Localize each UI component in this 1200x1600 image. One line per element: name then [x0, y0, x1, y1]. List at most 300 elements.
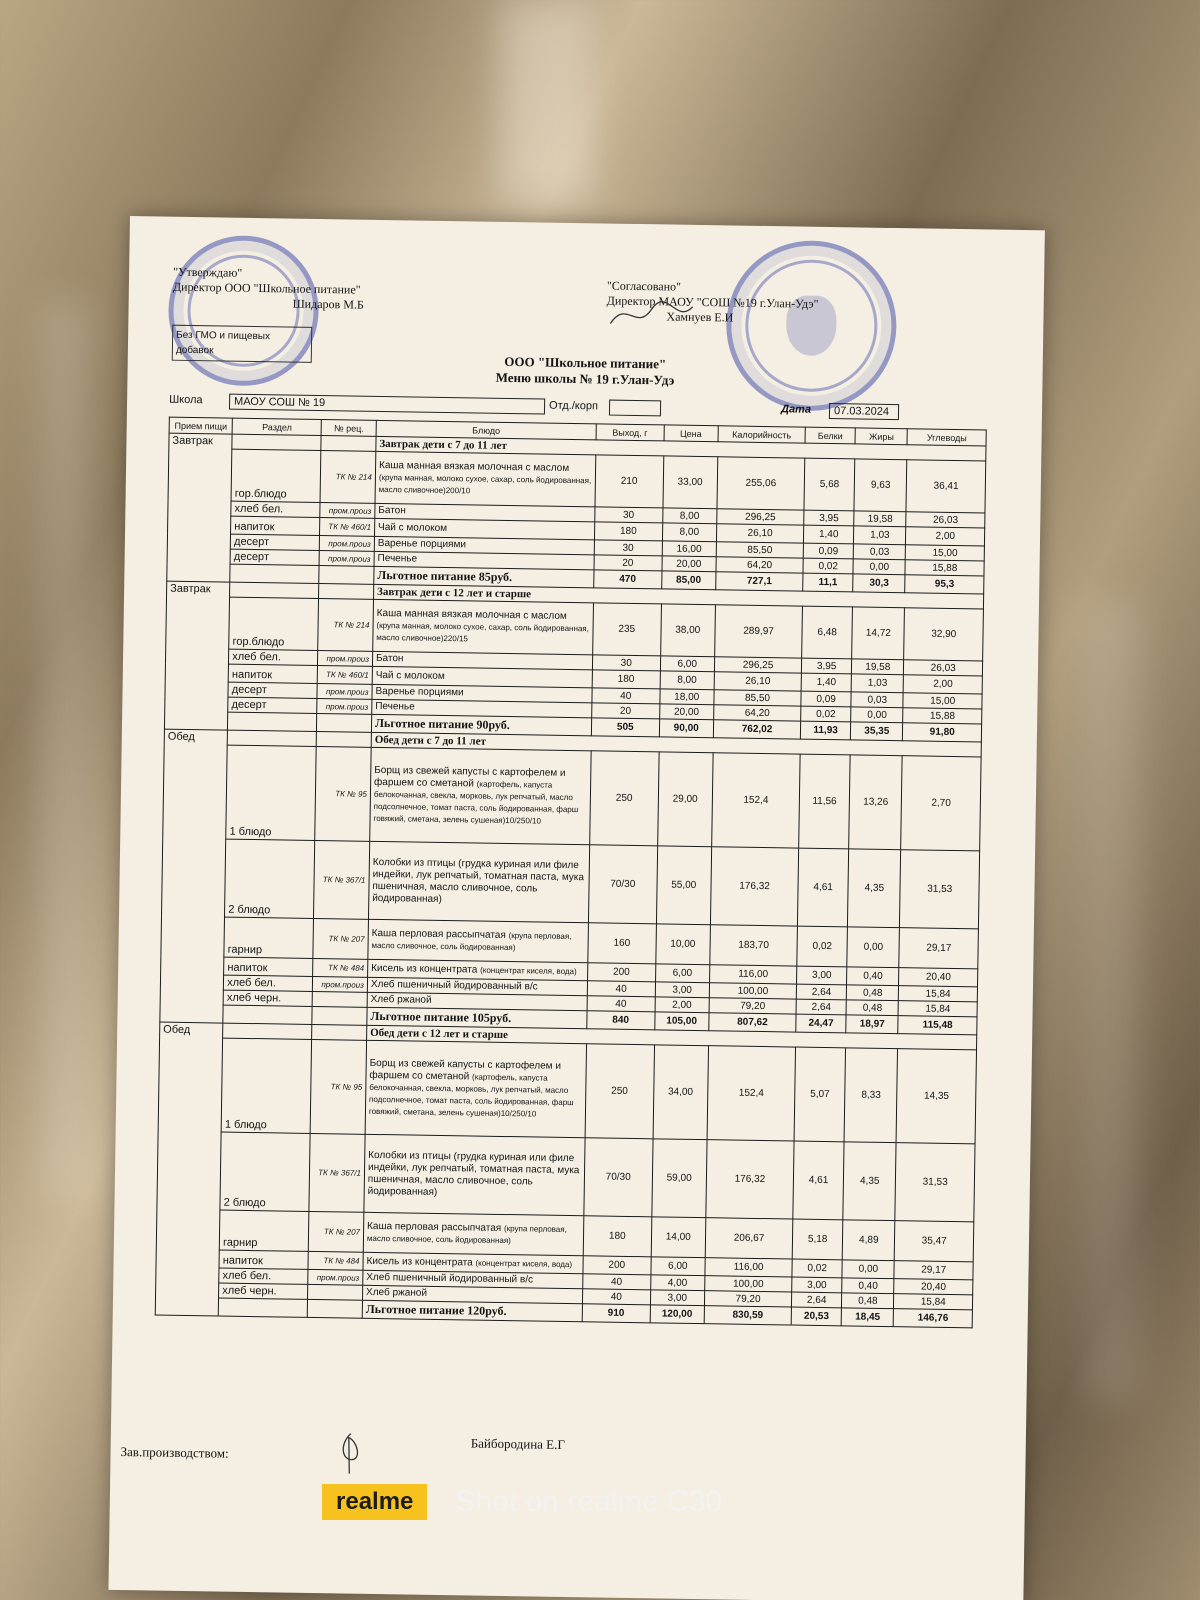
recipe-code-cell: пром.произ: [317, 684, 372, 700]
yield-cell: 200: [583, 1256, 651, 1275]
price-cell: 2,00: [655, 997, 710, 1013]
fat-cell: 0,00: [847, 927, 900, 968]
dish-name: Чай с молоком: [375, 669, 445, 682]
total-yield-cell: 470: [594, 570, 662, 589]
dept-label: Отд./корп: [548, 399, 599, 413]
dish-name: Хлеб пшеничный йодированный в/с: [366, 1271, 534, 1286]
section-cell: десерт: [228, 697, 318, 713]
price-cell: 20,00: [659, 704, 714, 720]
column-header: Калорийность: [718, 426, 805, 443]
section-cell: хлеб бел.: [219, 1268, 309, 1284]
price-cell: 14,00: [651, 1217, 706, 1258]
protein-cell: 5,07: [794, 1047, 846, 1142]
fat-cell: 0,03: [853, 544, 906, 560]
price-cell: 59,00: [651, 1139, 707, 1218]
carbs-cell: 26,03: [904, 660, 983, 676]
recipe-code-cell: пром.произ: [317, 699, 372, 715]
empty-cell: [317, 731, 372, 747]
column-header: № рец.: [322, 420, 377, 437]
carbs-cell: 15,00: [903, 693, 982, 709]
menu-title: Меню школы № 19 г.Улан-Удэ: [495, 369, 675, 388]
dish-name: Кисель из концентрата: [366, 1255, 473, 1269]
empty-cell: [228, 712, 318, 731]
price-cell: 20,00: [661, 556, 716, 572]
total-label-cell: Льготное питание 90руб.: [371, 714, 591, 735]
meal-name-cell: Обед: [155, 1022, 223, 1316]
carbs-cell: 2,00: [904, 675, 983, 694]
empty-cell: [230, 564, 320, 583]
total-label-cell: Льготное питание 105руб.: [367, 1007, 587, 1028]
yield-cell: 70/30: [588, 845, 657, 924]
total-protein-cell: 20,53: [791, 1307, 841, 1326]
section-cell: хлеб бел.: [224, 975, 314, 991]
yield-cell: 40: [582, 1289, 650, 1305]
fat-cell: 4,89: [842, 1220, 895, 1261]
kcal-cell: 255,06: [717, 457, 805, 510]
fat-cell: 0,00: [842, 1260, 895, 1279]
yield-cell: 40: [587, 981, 655, 997]
section-cell: гор.блюдо: [231, 449, 321, 502]
empty-cell: [312, 1006, 367, 1025]
protein-cell: 0,02: [797, 926, 848, 967]
price-cell: 10,00: [655, 924, 710, 965]
section-cell: напиток: [219, 1250, 309, 1269]
empty-cell: [319, 566, 374, 585]
meal-name-cell: Обед: [160, 729, 228, 1023]
dish-details: (картофель, капуста белокочанная, свекла, морковь, лук репчатый, масло подсолнечное, томат паста, соль йодированная, фарш говяжий, сметана, зелень сушеная)10/250/10: [368, 1071, 574, 1118]
total-yield-cell: 505: [591, 718, 659, 737]
yield-cell: 20: [592, 703, 660, 719]
date-field: 07.03.2024: [829, 403, 899, 420]
dish-details: (крупа манная, молоко сухое, сахар, соль йодированная, масло сливочное)200/10: [378, 472, 592, 495]
section-cell: гарнир: [224, 917, 314, 958]
carbs-cell: 35,47: [895, 1221, 974, 1262]
recipe-code-cell: пром.произ: [320, 503, 375, 519]
kcal-cell: 64,20: [714, 705, 801, 721]
total-kcal-cell: 727,1: [716, 572, 803, 591]
fat-cell: 0,40: [847, 967, 900, 986]
protein-cell: 4,61: [793, 1141, 844, 1220]
yield-cell: 40: [583, 1274, 651, 1290]
recipe-code-cell: пром.произ: [320, 551, 375, 567]
carbs-cell: 31,53: [900, 850, 980, 929]
dept-field: [609, 400, 661, 417]
section-cell: десерт: [230, 534, 320, 550]
column-header: Раздел: [232, 418, 322, 435]
dish-name: Хлеб ржаной: [370, 993, 432, 1006]
dish-cell: [364, 1134, 585, 1215]
fat-cell: 0,00: [851, 707, 904, 723]
recipe-code-cell: [308, 1284, 363, 1300]
recipe-code-cell: ТК № 207: [309, 1211, 364, 1252]
fat-cell: 8,33: [844, 1048, 898, 1143]
recipe-code-cell: ТК № 95: [311, 1039, 367, 1134]
price-cell: 6,00: [650, 1257, 705, 1276]
kcal-cell: 176,32: [706, 1140, 794, 1219]
fat-cell: 0,48: [846, 985, 899, 1001]
dish-cell: [363, 1212, 584, 1255]
section-cell: хлеб черн.: [223, 990, 313, 1006]
section-cell: гор.блюдо: [229, 597, 319, 650]
dish-details: (концентрат киселя, вода): [475, 1258, 573, 1269]
section-cell: хлеб бел.: [229, 649, 319, 665]
section-cell: десерт: [230, 549, 320, 565]
dish-name: Борщ из свежей капусты с картофелем и фаршем со сметаной: [369, 1057, 562, 1082]
carbs-cell: 20,40: [899, 968, 978, 987]
recipe-code-cell: ТК № 95: [315, 746, 371, 841]
carbs-cell: 20,40: [894, 1279, 973, 1295]
kcal-cell: 100,00: [705, 1276, 792, 1292]
kcal-cell: 79,20: [709, 998, 796, 1014]
empty-cell: [223, 1023, 313, 1039]
dish-details: (крупа перловая, масло сливочное, соль йодированная): [366, 1223, 567, 1245]
dish-name: Печенье: [377, 552, 418, 565]
protein-cell: 3,95: [801, 658, 851, 674]
column-header: Прием пищи: [169, 417, 232, 434]
protein-cell: 1,40: [801, 673, 851, 692]
recipe-code-cell: ТК № 367/1: [309, 1133, 365, 1212]
protein-cell: 4,61: [798, 848, 849, 927]
total-price-cell: 85,00: [661, 571, 716, 590]
fat-cell: 19,58: [852, 659, 905, 675]
price-cell: 4,00: [650, 1275, 705, 1291]
yield-cell: 30: [592, 655, 660, 671]
footer-position: Зав.производством:: [120, 1444, 229, 1461]
gmo-note-line: добавок: [175, 344, 214, 357]
dish-cell: [365, 1040, 586, 1137]
approval-name: Хамнуев Е.И: [666, 309, 734, 325]
watermark-brand: realme: [322, 1484, 427, 1520]
group-title-cell: Обед дети с 7 до 11 лет: [371, 732, 981, 757]
carbs-cell: 29,17: [899, 928, 978, 969]
total-carbs-cell: 95,3: [905, 575, 984, 594]
kcal-cell: 183,70: [710, 925, 798, 966]
total-yield-cell: 910: [582, 1304, 650, 1323]
yield-cell: 30: [595, 507, 663, 523]
protein-cell: 2,64: [796, 999, 846, 1015]
total-protein-cell: 24,47: [796, 1014, 846, 1033]
kcal-cell: 64,20: [716, 557, 803, 573]
camera-watermark: [322, 1484, 722, 1520]
section-cell: хлеб бел.: [231, 501, 321, 517]
approval-position: Директор МАОУ "СОШ №19 г.Улан-Удэ": [606, 293, 819, 311]
fat-cell: 0,40: [842, 1278, 895, 1294]
dish-name: Колобки из птицы (грудка куриная или филе индейки, лук репчатый, томатная паста, мука пшеничная, масло сливочное, соль йодированная): [372, 856, 585, 905]
dish-name: Каша перловая рассыпчатая: [371, 927, 506, 941]
kcal-cell: 206,67: [705, 1218, 793, 1259]
price-cell: 16,00: [662, 541, 717, 557]
section-cell: гарнир: [219, 1210, 309, 1251]
dish-cell: [368, 841, 589, 922]
section-cell: 1 блюдо: [221, 1038, 312, 1133]
section-cell: напиток: [224, 957, 314, 976]
dish-name: Хлеб ржаной: [365, 1286, 428, 1299]
dish-name: Борщ из свежей капусты с картофелем и фаршем со сметаной: [373, 764, 566, 789]
dish-name: Чай с молоком: [377, 521, 448, 534]
recipe-code-cell: ТК № 214: [321, 451, 376, 504]
yield-cell: 40: [587, 996, 655, 1012]
kcal-cell: 85,50: [714, 690, 801, 706]
carbs-cell: 15,84: [894, 1294, 973, 1310]
dish-name: Варенье порциями: [377, 537, 467, 551]
table-row: [158, 1037, 976, 1144]
table-row: [157, 1131, 975, 1222]
kcal-cell: 26,10: [716, 524, 803, 543]
total-carbs-cell: 91,80: [903, 723, 982, 742]
total-protein-cell: 11,93: [800, 721, 850, 740]
recipe-code-cell: ТК № 207: [313, 918, 368, 959]
price-cell: 6,00: [660, 656, 715, 672]
school-label: Школа: [169, 393, 203, 407]
yield-cell: 30: [594, 540, 662, 556]
approval-block-left: [173, 265, 365, 313]
light-reflection: [40, 300, 90, 1200]
section-cell: десерт: [228, 682, 318, 698]
dish-name: Печенье: [375, 700, 415, 713]
recipe-code-cell: ТК № 460/1: [318, 666, 373, 685]
dish-name: Каша перловая рассыпчатая: [367, 1220, 502, 1234]
total-kcal-cell: 762,02: [713, 720, 800, 739]
protein-cell: 2,64: [796, 984, 846, 1000]
protein-cell: 0,02: [803, 558, 853, 574]
total-protein-cell: 11,1: [803, 573, 853, 592]
empty-cell: [223, 1005, 313, 1024]
carbs-cell: 15,84: [899, 986, 978, 1002]
dish-details: (картофель, капуста белокочанная, свекла, морковь, лук репчатый, масло подсолнечное, томат паста, соль йодированная, фарш говяжий, сметана, зелень сушеная)10/250/10: [373, 779, 579, 826]
protein-cell: 0,09: [803, 543, 853, 559]
fat-cell: 9,63: [854, 459, 907, 512]
total-fat-cell: 18,97: [846, 1015, 899, 1034]
dish-name: Колобки из птицы (грудка куриная или филе индейки, лук репчатый, томатная паста, мука пшеничная, масло сливочное, соль йодированная): [367, 1149, 580, 1198]
fat-cell: 0,48: [842, 1293, 895, 1309]
empty-cell: [227, 730, 317, 746]
kcal-cell: 116,00: [709, 965, 796, 984]
kcal-cell: 85,50: [716, 542, 803, 558]
dish-details: (крупа манная, молоко сухое, сахар, соль йодированная, масло сливочное)220/15: [376, 620, 589, 643]
yield-cell: 210: [595, 455, 663, 508]
yield-cell: 200: [588, 963, 656, 982]
recipe-code-cell: ТК № 460/1: [320, 518, 375, 537]
recipe-code-cell: ТК № 484: [313, 958, 368, 977]
kcal-cell: 152,4: [707, 1046, 796, 1141]
kcal-cell: 116,00: [705, 1258, 792, 1277]
carbs-cell: 32,90: [904, 608, 983, 661]
price-cell: 34,00: [653, 1045, 709, 1140]
recipe-code-cell: пром.произ: [308, 1269, 363, 1285]
menu-document: [108, 216, 1044, 1600]
recipe-code-cell: ТК № 484: [308, 1251, 363, 1270]
dish-cell: [375, 451, 596, 506]
protein-cell: 3,95: [804, 510, 854, 526]
empty-cell: [218, 1298, 308, 1317]
dish-details: (концентрат киселя, вода): [480, 965, 577, 976]
director-signature: [606, 293, 697, 334]
protein-cell: 5,68: [804, 458, 855, 511]
total-fat-cell: 35,35: [851, 722, 904, 741]
yield-cell: 250: [585, 1044, 654, 1139]
kcal-cell: 289,97: [715, 605, 803, 658]
fat-cell: 1,03: [851, 674, 904, 693]
dish-cell: [368, 919, 589, 962]
carbs-cell: 15,88: [905, 560, 984, 576]
total-fat-cell: 30,3: [853, 574, 906, 593]
kcal-cell: 100,00: [709, 983, 796, 999]
carbs-cell: 26,03: [906, 512, 985, 528]
recipe-code-cell: ТК № 214: [318, 599, 373, 652]
kcal-cell: 296,25: [714, 657, 801, 673]
school-field: МАОУ СОШ № 19: [229, 394, 545, 415]
group-title-cell: Завтрак дети с 12 лет и старше: [373, 584, 983, 609]
dish-name: Батон: [375, 652, 404, 665]
section-cell: 2 блюдо: [225, 839, 316, 918]
footer-name: Байбородина Е.Г: [470, 1435, 566, 1452]
empty-cell: [232, 434, 322, 450]
total-price-cell: 90,00: [659, 719, 714, 738]
carbs-cell: 15,84: [899, 1001, 978, 1017]
yield-cell: 180: [594, 522, 662, 541]
total-carbs-cell: 146,76: [894, 1309, 973, 1328]
protein-cell: 0,02: [792, 1259, 842, 1278]
protein-cell: 1,40: [804, 525, 854, 544]
fat-cell: 4,35: [843, 1142, 896, 1221]
yield-cell: 160: [588, 923, 656, 964]
empty-cell: [319, 584, 374, 600]
column-header: Белки: [805, 427, 855, 444]
approval-position: Директор ООО "Школьное питание": [172, 279, 361, 297]
dish-cell: [370, 747, 591, 844]
recipe-code-cell: ТК № 367/1: [314, 840, 370, 919]
light-reflection: [500, 0, 590, 200]
price-cell: 33,00: [662, 456, 717, 509]
column-header: Выход, г: [596, 424, 664, 441]
total-fat-cell: 18,45: [841, 1308, 894, 1327]
total-kcal-cell: 807,62: [709, 1013, 796, 1032]
group-title-cell: Обед дети с 12 лет и старше: [367, 1025, 977, 1050]
total-label-cell: Льготное питание 120руб.: [362, 1300, 582, 1321]
light-reflection: [1080, 600, 1140, 1400]
fat-cell: 0,00: [853, 559, 906, 575]
price-cell: 8,00: [662, 523, 717, 542]
price-cell: 38,00: [660, 604, 715, 657]
dish-name: Хлеб пшеничный йодированный в/с: [370, 978, 538, 993]
total-label-cell: Льготное питание 85руб.: [374, 566, 594, 587]
section-cell: 2 блюдо: [220, 1132, 311, 1211]
kcal-cell: 176,32: [710, 847, 798, 926]
empty-cell: [317, 714, 372, 733]
dish-cell: [373, 599, 594, 654]
table-row: [163, 744, 981, 851]
protein-cell: 2,64: [792, 1292, 842, 1308]
price-cell: 8,00: [662, 508, 717, 524]
meal-name-cell: Завтрак: [164, 581, 229, 730]
section-cell: хлеб черн.: [219, 1283, 309, 1299]
recipe-code-cell: пром.произ: [320, 536, 375, 552]
empty-cell: [321, 436, 376, 452]
carbs-cell: 15,00: [906, 545, 985, 561]
total-kcal-cell: 830,59: [704, 1306, 791, 1325]
yield-cell: 235: [593, 603, 661, 656]
approval-title: "Согласовано": [606, 278, 682, 294]
protein-cell: 0,02: [801, 706, 851, 722]
empty-cell: [308, 1299, 363, 1318]
dish-name: Каша манная вязкая молочная с маслом: [376, 607, 567, 622]
empty-cell: [312, 1024, 367, 1040]
price-cell: 8,00: [660, 671, 715, 690]
column-header: Блюдо: [376, 420, 596, 439]
yield-cell: 70/30: [584, 1138, 653, 1217]
price-cell: 6,00: [655, 964, 710, 983]
date-label: Дата: [780, 403, 812, 416]
yield-cell: 180: [592, 670, 660, 689]
manager-signature: [335, 1429, 366, 1475]
fat-cell: 0,48: [846, 1000, 899, 1016]
price-cell: 55,00: [656, 846, 712, 925]
gmo-note-line: Без ГМО и пищевых: [176, 329, 271, 343]
total-yield-cell: 840: [587, 1011, 655, 1030]
price-cell: 18,00: [659, 689, 714, 705]
dish-name: Батон: [378, 504, 406, 517]
protein-cell: 6,48: [802, 606, 853, 659]
kcal-cell: 79,20: [704, 1291, 791, 1307]
carbs-cell: 15,88: [903, 708, 982, 724]
protein-cell: 3,00: [792, 1277, 842, 1293]
price-cell: 3,00: [655, 982, 710, 998]
section-cell: напиток: [231, 516, 321, 535]
fat-cell: 19,58: [854, 511, 907, 527]
yield-cell: 250: [590, 751, 659, 846]
kcal-cell: 296,25: [717, 509, 804, 525]
fat-cell: 1,03: [854, 526, 907, 545]
total-price-cell: 105,00: [654, 1012, 709, 1031]
menu-table: [155, 417, 987, 1329]
column-header: Жиры: [855, 428, 908, 445]
protein-cell: 3,00: [797, 966, 847, 985]
section-cell: напиток: [228, 664, 318, 683]
carbs-cell: 31,53: [895, 1143, 975, 1222]
approval-title: "Утверждаю": [173, 264, 243, 280]
carbs-cell: 29,17: [894, 1261, 973, 1280]
approval-name: Шидаров М.Б: [292, 296, 364, 312]
price-cell: 29,00: [657, 752, 713, 847]
price-cell: 3,00: [650, 1290, 705, 1306]
recipe-code-cell: пром.произ: [313, 976, 368, 992]
column-header: Углеводы: [907, 429, 986, 446]
protein-cell: 5,18: [792, 1219, 843, 1260]
protein-cell: 11,56: [799, 754, 851, 849]
meal-name-cell: Завтрак: [167, 433, 232, 582]
fat-cell: 4,35: [848, 849, 901, 928]
dish-name: Варенье порциями: [375, 685, 464, 699]
fat-cell: 13,26: [849, 755, 903, 850]
protein-cell: 0,09: [801, 691, 851, 707]
yield-cell: 180: [583, 1216, 651, 1257]
dish-name: Каша манная вязкая молочная с маслом: [378, 459, 570, 474]
total-carbs-cell: 115,48: [898, 1016, 977, 1035]
carbs-cell: 2,00: [906, 527, 985, 546]
carbs-cell: 36,41: [906, 460, 985, 513]
yield-cell: 40: [592, 688, 660, 704]
fat-cell: 0,03: [851, 692, 904, 708]
watermark-text: Shot on realme C30: [455, 1485, 723, 1518]
yield-cell: 20: [594, 555, 662, 571]
kcal-cell: 152,4: [712, 753, 801, 848]
dish-name: Кисель из концентрата: [371, 962, 478, 976]
group-title-cell: Завтрак дети с 7 до 11 лет: [376, 436, 986, 461]
recipe-code-cell: [313, 991, 368, 1007]
column-header: Цена: [664, 425, 719, 442]
dish-details: (крупа перловая, масло сливочное, соль йодированная): [371, 930, 572, 952]
table-row: [162, 838, 980, 929]
